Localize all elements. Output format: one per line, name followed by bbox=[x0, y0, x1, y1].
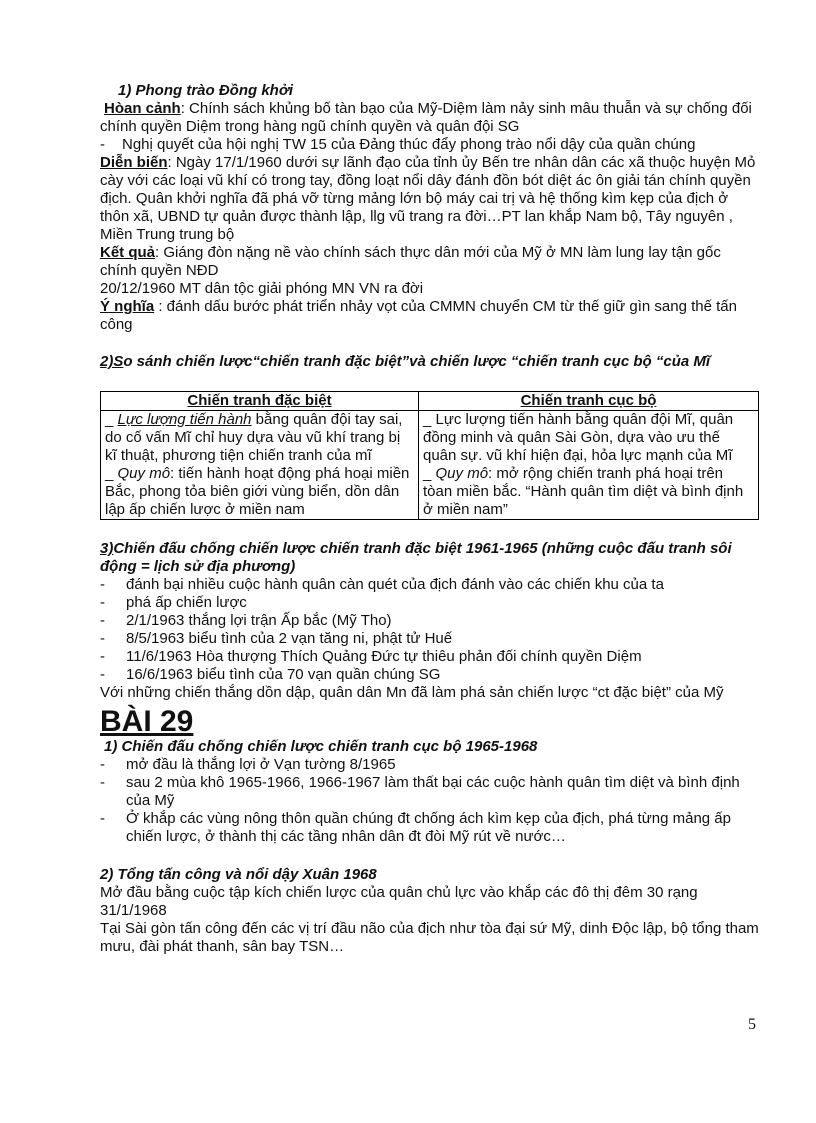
section-2-title-text: o sánh chiến lược“chiến tranh đặc biệt”và chiến lược “chiến tranh cục bộ “của Mĩ bbox=[123, 353, 711, 370]
list-item: - mở đầu là thắng lợi ở Vạn tường 8/1965 bbox=[100, 756, 396, 773]
section-3-title bbox=[100, 540, 760, 576]
hoan-canh-label: Hòan cảnh bbox=[104, 100, 181, 117]
list-item: - 11/6/1963 Hòa thượng Thích Quảng Đức tự thiêu phản đối chính quyền Diệm bbox=[100, 648, 642, 665]
col2-scale-label: Quy mô bbox=[435, 465, 489, 482]
section-4-list bbox=[100, 756, 760, 846]
lesson-heading: BÀI 29 bbox=[100, 705, 194, 738]
section-5-paragraph-1: Mở đầu bằng cuộc tập kích chiến lược của quân chủ lực vào khắp các đô thị đêm 30 rạng 31/1/1968 bbox=[100, 884, 698, 919]
list-item: - sau 2 mùa khô 1965-1966, 1966-1967 làm thất bại các cuộc hành quân tìm diệt và bình định của Mỹ bbox=[100, 774, 740, 809]
y-nghia-label: Ý nghĩa bbox=[100, 298, 155, 315]
section-1-title: 1) Phong trào Đồng khởi bbox=[118, 82, 294, 99]
section-3-title-text: Chiến đấu chống chiến lược chiến tranh đặc biệt 1961-1965 (những cuộc đấu tranh sôi động = lịch sử địa phương) bbox=[100, 540, 732, 575]
hoan-canh-dash-item: - Nghị quyết của hội nghị TW 15 của Đảng thúc đẩy phong trào nổi dậy của quần chúng bbox=[100, 136, 696, 153]
list-item: - 8/5/1963 biểu tình của 2 vạn tăng ni, phật tử Huế bbox=[100, 630, 453, 647]
list-item: - 16/6/1963 biểu tình của 70 vạn quần chúng SG bbox=[100, 666, 441, 683]
section-3-list bbox=[100, 576, 760, 684]
comparison-table bbox=[100, 391, 759, 520]
y-nghia-paragraph bbox=[100, 298, 760, 334]
table-row bbox=[101, 411, 759, 520]
section-3-conclusion: Với những chiến thắng dồn dập, quân dân Mn đã làm phá sản chiến lược “ct đặc biệt” của Mỹ bbox=[100, 684, 724, 701]
col1-scale-label: Quy mô bbox=[117, 465, 171, 482]
hoan-canh-text: : Chính sách khủng bố tàn bạo của Mỹ-Diệm làm nảy sinh mâu thuẫn và sự chống đối chính quyền Diệm trong hàng ngũ chính quyền và quân đội SG bbox=[100, 100, 752, 135]
col2-item-forces: _ Lực lượng tiến hành bằng quân đội Mĩ, quân đồng minh và quân Sài Gòn, dựa vào ưu thế quân sự. vũ khí hiện đại, hỏa lực mạnh của Mĩ bbox=[423, 411, 734, 464]
list-item: - 2/1/1963 thắng lợi trận Ấp bắc (Mỹ Tho) bbox=[100, 612, 392, 629]
col2-header: Chiến tranh cục bộ bbox=[419, 392, 759, 411]
y-nghia-text: : đánh dấu bước phát triển nhảy vọt của CMMN chuyển CM từ thế giữ gìn sang thế tấn công bbox=[100, 298, 737, 333]
col1-header: Chiến tranh đặc biệt bbox=[101, 392, 419, 411]
ket-qua-paragraph bbox=[100, 244, 760, 280]
col2-item-scale: _ Quy mô: mở rộng chiến tranh phá hoại trên tòan miền bắc. “Hành quân tìm diệt và bình định ở miền nam” bbox=[423, 465, 744, 518]
col1-item-forces: _ Lực lượng tiến hành bằng quân đội tay sai, do cố vấn Mĩ chỉ huy dựa vàu vũ khí trang bị kĩ thuật, phương tiện chiến tranh của mĩ bbox=[105, 411, 403, 464]
section-2-number: 2)S bbox=[100, 353, 124, 370]
hoan-canh-dash-text: Nghị quyết của hội nghị TW 15 của Đảng thúc đẩy phong trào nổi dậy của quần chúng bbox=[122, 136, 696, 153]
dien-bien-paragraph bbox=[100, 154, 760, 244]
ket-qua-label: Kết quả bbox=[100, 244, 156, 261]
table-header-row bbox=[101, 392, 759, 411]
section-2-title bbox=[100, 353, 760, 371]
col1-item-scale: _ Quy mô: tiến hành hoạt động phá hoại miền Bắc, phong tỏa biên giới vùng biển, dồn dân lập ấp chiến lược ở miền nam bbox=[105, 465, 410, 518]
document-page bbox=[100, 82, 760, 956]
list-item: - Ở khắp các vùng nông thôn quần chúng đt chống ách kìm kẹp của địch, phá từng mảng ấp chiến lược, ở thành thị các tầng nhân dân đt đòi Mỹ rút về nước… bbox=[100, 810, 731, 845]
hoan-canh-paragraph bbox=[100, 100, 760, 136]
ket-qua-line2: 20/12/1960 MT dân tộc giải phóng MN VN ra đời bbox=[100, 280, 424, 297]
section-3-number: 3) bbox=[100, 540, 114, 557]
col2-cell bbox=[419, 411, 759, 520]
section-5-paragraph-2: Tại Sài gòn tấn công đến các vị trí đầu não của địch như tòa đại sứ Mỹ, dinh Độc lập, bộ tổng tham mưu, đài phát thanh, sân bay TSN… bbox=[100, 920, 759, 955]
section-4-title: 1) Chiến đấu chống chiến lược chiến tranh cục bộ 1965-1968 bbox=[104, 738, 538, 755]
dien-bien-text: : Ngày 17/1/1960 dưới sự lãnh đạo của tỉnh ủy Bến tre nhân dân các xã thuộc huyện Mỏ cày với các loại vũ khí có trong tay, đồng loạt nổi dây đánh đồn bót diệt ác ôn giải tán chính quyền địch. Quân khởi nghĩa đã phá vỡ từng mảng lớn bộ máy cai trị và hệ thống kìm kẹp của địch ở thôn xã, UBND tự quản được thành lập, llg vũ trang ra đời…PT lan khắp Nam bộ, Tây nguyên , Miền Trung trung bộ bbox=[100, 154, 756, 243]
col1-forces-label: Lực lượng tiến hành bbox=[117, 411, 252, 428]
section-5-title: 2) Tổng tấn công và nổi dậy Xuân 1968 bbox=[100, 866, 377, 883]
ket-qua-text: : Giáng đòn nặng nề vào chính sách thực dân mới của Mỹ ở MN làm lung lay tận gốc chính quyền NĐD bbox=[100, 244, 721, 279]
list-item: - phá ấp chiến lược bbox=[100, 594, 247, 611]
col1-cell bbox=[101, 411, 419, 520]
list-item: - đánh bại nhiều cuộc hành quân càn quét của địch đánh vào các chiến khu của ta bbox=[100, 576, 664, 593]
dien-bien-label: Diễn biến bbox=[100, 154, 168, 171]
page-number: 5 bbox=[748, 1016, 756, 1033]
